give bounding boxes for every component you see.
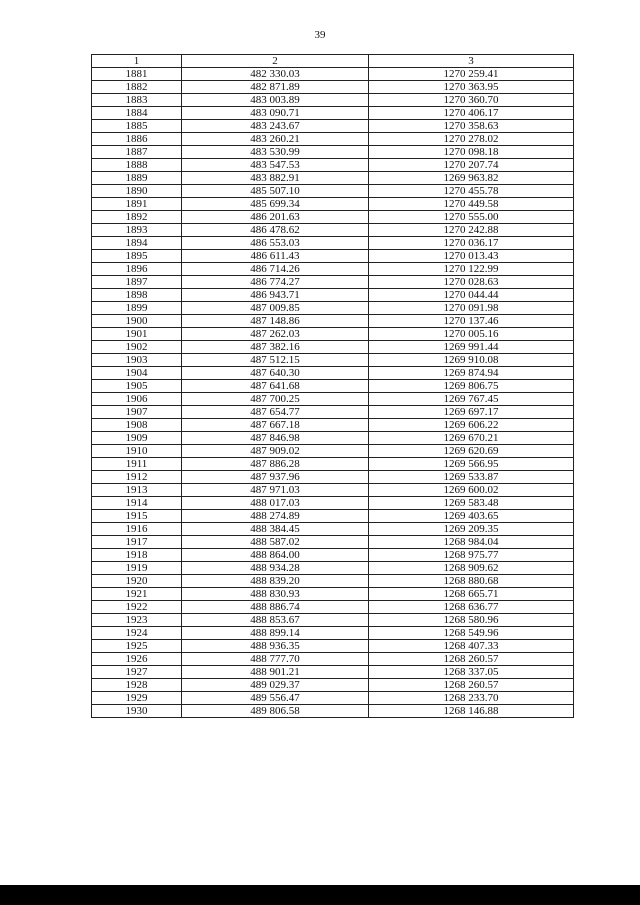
table-cell-col-3: 1270 406.17 <box>369 107 574 120</box>
table-row <box>92 120 574 133</box>
table-cell-col-3: 1270 098.18 <box>369 146 574 159</box>
table-cell-col-2: 486 201.63 <box>182 211 369 224</box>
table-row <box>92 211 574 224</box>
table-cell-col-2: 487 971.03 <box>182 484 369 497</box>
table-row <box>92 237 574 250</box>
table-cell-col-3: 1270 036.17 <box>369 237 574 250</box>
table-cell-col-1: 1923 <box>92 614 182 627</box>
table-cell-col-2: 483 260.21 <box>182 133 369 146</box>
table-row <box>92 367 574 380</box>
table-cell-col-3: 1270 137.46 <box>369 315 574 328</box>
table-cell-col-3: 1268 580.96 <box>369 614 574 627</box>
table-row <box>92 68 574 81</box>
table-row <box>92 419 574 432</box>
table-header-row <box>92 55 574 68</box>
table-cell-col-2: 488 886.74 <box>182 601 369 614</box>
table-row <box>92 666 574 679</box>
table-row <box>92 315 574 328</box>
table-cell-col-1: 1924 <box>92 627 182 640</box>
table-cell-col-3: 1268 880.68 <box>369 575 574 588</box>
table-row <box>92 276 574 289</box>
table-cell-col-3: 1269 583.48 <box>369 497 574 510</box>
page-number: 39 <box>314 29 326 41</box>
table-cell-col-3: 1268 975.77 <box>369 549 574 562</box>
data-table <box>91 54 574 718</box>
table-cell-col-2: 489 556.47 <box>182 692 369 705</box>
table-cell-col-2: 487 382.16 <box>182 341 369 354</box>
table-row <box>92 185 574 198</box>
table-row <box>92 341 574 354</box>
table-cell-col-2: 487 262.03 <box>182 328 369 341</box>
table-cell-col-3: 1270 091.98 <box>369 302 574 315</box>
table-cell-col-2: 487 846.98 <box>182 432 369 445</box>
table-cell-col-2: 485 507.10 <box>182 185 369 198</box>
table-cell-col-1: 1881 <box>92 68 182 81</box>
scan-border-bar <box>0 885 640 905</box>
table-cell-col-3: 1270 005.16 <box>369 328 574 341</box>
table-row <box>92 302 574 315</box>
table-cell-col-1: 1916 <box>92 523 182 536</box>
table-cell-col-3: 1269 767.45 <box>369 393 574 406</box>
table-cell-col-2: 483 243.67 <box>182 120 369 133</box>
table-cell-col-1: 1920 <box>92 575 182 588</box>
table-row <box>92 94 574 107</box>
table-cell-col-1: 1886 <box>92 133 182 146</box>
table-cell-col-3: 1269 806.75 <box>369 380 574 393</box>
table-row <box>92 627 574 640</box>
table-cell-col-2: 487 667.18 <box>182 419 369 432</box>
table-cell-col-2: 487 886.28 <box>182 458 369 471</box>
table-cell-col-3: 1269 963.82 <box>369 172 574 185</box>
table-cell-col-2: 487 641.68 <box>182 380 369 393</box>
table-cell-col-2: 489 029.37 <box>182 679 369 692</box>
table-cell-col-1: 1907 <box>92 406 182 419</box>
table-cell-col-1: 1912 <box>92 471 182 484</box>
table-row <box>92 471 574 484</box>
table-cell-col-2: 486 714.26 <box>182 263 369 276</box>
table-cell-col-1: 1906 <box>92 393 182 406</box>
table-cell-col-2: 483 547.53 <box>182 159 369 172</box>
table-cell-col-1: 1892 <box>92 211 182 224</box>
table-cell-col-3: 1269 697.17 <box>369 406 574 419</box>
table-row <box>92 354 574 367</box>
table-cell-col-2: 487 640.30 <box>182 367 369 380</box>
table-cell-col-2: 486 478.62 <box>182 224 369 237</box>
table-cell-col-2: 485 699.34 <box>182 198 369 211</box>
table-cell-col-3: 1268 233.70 <box>369 692 574 705</box>
table-cell-col-1: 1884 <box>92 107 182 120</box>
table-cell-col-3: 1269 910.08 <box>369 354 574 367</box>
table-cell-col-1: 1883 <box>92 94 182 107</box>
table-cell-col-3: 1269 670.21 <box>369 432 574 445</box>
table-row <box>92 536 574 549</box>
table-cell-col-3: 1270 259.41 <box>369 68 574 81</box>
table-cell-col-3: 1268 636.77 <box>369 601 574 614</box>
table-cell-col-1: 1901 <box>92 328 182 341</box>
table-cell-col-1: 1902 <box>92 341 182 354</box>
table-row <box>92 172 574 185</box>
table-row <box>92 458 574 471</box>
table-cell-col-1: 1897 <box>92 276 182 289</box>
table-row <box>92 198 574 211</box>
table-cell-col-2: 486 611.43 <box>182 250 369 263</box>
table-row <box>92 263 574 276</box>
table-cell-col-1: 1927 <box>92 666 182 679</box>
table-cell-col-1: 1911 <box>92 458 182 471</box>
table-cell-col-1: 1899 <box>92 302 182 315</box>
table-row <box>92 588 574 601</box>
table-cell-col-3: 1270 360.70 <box>369 94 574 107</box>
table-cell-col-1: 1900 <box>92 315 182 328</box>
table-cell-col-1: 1889 <box>92 172 182 185</box>
table-cell-col-2: 487 512.15 <box>182 354 369 367</box>
table-row <box>92 250 574 263</box>
table-cell-col-3: 1269 606.22 <box>369 419 574 432</box>
table-cell-col-1: 1895 <box>92 250 182 263</box>
table-row <box>92 614 574 627</box>
table-cell-col-1: 1898 <box>92 289 182 302</box>
table-cell-col-2: 483 882.91 <box>182 172 369 185</box>
table-cell-col-2: 488 934.28 <box>182 562 369 575</box>
table-cell-col-1: 1915 <box>92 510 182 523</box>
table-cell-col-1: 1909 <box>92 432 182 445</box>
table-cell-col-2: 488 777.70 <box>182 653 369 666</box>
table-row <box>92 601 574 614</box>
table-body <box>92 68 574 718</box>
table-cell-col-2: 483 003.89 <box>182 94 369 107</box>
table-cell-col-3: 1270 242.88 <box>369 224 574 237</box>
table-cell-col-3: 1269 600.02 <box>369 484 574 497</box>
table-row <box>92 510 574 523</box>
table-cell-col-1: 1905 <box>92 380 182 393</box>
table-cell-col-2: 482 330.03 <box>182 68 369 81</box>
table-cell-col-1: 1926 <box>92 653 182 666</box>
table-row <box>92 289 574 302</box>
table-cell-col-3: 1270 207.74 <box>369 159 574 172</box>
table-cell-col-3: 1268 260.57 <box>369 679 574 692</box>
table-row <box>92 445 574 458</box>
table-cell-col-3: 1270 363.95 <box>369 81 574 94</box>
table-cell-col-1: 1928 <box>92 679 182 692</box>
table-row <box>92 146 574 159</box>
table-cell-col-1: 1925 <box>92 640 182 653</box>
table-cell-col-3: 1269 533.87 <box>369 471 574 484</box>
table-cell-col-3: 1270 358.63 <box>369 120 574 133</box>
table-cell-col-3: 1270 122.99 <box>369 263 574 276</box>
table-row <box>92 81 574 94</box>
table-cell-col-2: 488 017.03 <box>182 497 369 510</box>
table-row <box>92 393 574 406</box>
table-row <box>92 328 574 341</box>
table-cell-col-2: 487 909.02 <box>182 445 369 458</box>
table-row <box>92 107 574 120</box>
table-cell-col-2: 487 009.85 <box>182 302 369 315</box>
table-cell-col-3: 1268 337.05 <box>369 666 574 679</box>
table-cell-col-1: 1914 <box>92 497 182 510</box>
table-cell-col-3: 1270 278.02 <box>369 133 574 146</box>
table-cell-col-3: 1268 549.96 <box>369 627 574 640</box>
table-cell-col-2: 487 654.77 <box>182 406 369 419</box>
table-cell-col-2: 488 830.93 <box>182 588 369 601</box>
table-row <box>92 159 574 172</box>
table-row <box>92 406 574 419</box>
table-cell-col-1: 1919 <box>92 562 182 575</box>
table-row <box>92 692 574 705</box>
table-cell-col-1: 1904 <box>92 367 182 380</box>
table-cell-col-3: 1270 013.43 <box>369 250 574 263</box>
table-cell-col-1: 1903 <box>92 354 182 367</box>
table-cell-col-3: 1268 984.04 <box>369 536 574 549</box>
table-cell-col-1: 1913 <box>92 484 182 497</box>
table-row <box>92 133 574 146</box>
table-cell-col-1: 1910 <box>92 445 182 458</box>
table-cell-col-1: 1917 <box>92 536 182 549</box>
table-cell-col-1: 1922 <box>92 601 182 614</box>
table-cell-col-3: 1269 874.94 <box>369 367 574 380</box>
table-cell-col-2: 489 806.58 <box>182 705 369 718</box>
table-row <box>92 549 574 562</box>
column-header-1: 1 <box>92 55 182 68</box>
table-row <box>92 679 574 692</box>
table-row <box>92 575 574 588</box>
table-cell-col-2: 488 899.14 <box>182 627 369 640</box>
table-cell-col-1: 1894 <box>92 237 182 250</box>
table-cell-col-3: 1268 407.33 <box>369 640 574 653</box>
table-cell-col-2: 483 090.71 <box>182 107 369 120</box>
table-row <box>92 640 574 653</box>
table-cell-col-3: 1269 209.35 <box>369 523 574 536</box>
table-row <box>92 224 574 237</box>
table-cell-col-3: 1268 665.71 <box>369 588 574 601</box>
table-cell-col-2: 487 148.86 <box>182 315 369 328</box>
table-cell-col-1: 1918 <box>92 549 182 562</box>
table-cell-col-3: 1270 028.63 <box>369 276 574 289</box>
table-cell-col-3: 1268 909.62 <box>369 562 574 575</box>
table-cell-col-2: 488 864.00 <box>182 549 369 562</box>
table-cell-col-3: 1270 555.00 <box>369 211 574 224</box>
table-cell-col-3: 1270 449.58 <box>369 198 574 211</box>
table-cell-col-1: 1887 <box>92 146 182 159</box>
table-cell-col-3: 1270 044.44 <box>369 289 574 302</box>
table-cell-col-3: 1268 260.57 <box>369 653 574 666</box>
column-header-3: 3 <box>369 55 574 68</box>
table-row <box>92 484 574 497</box>
column-header-2: 2 <box>182 55 369 68</box>
table-row <box>92 653 574 666</box>
table-cell-col-1: 1891 <box>92 198 182 211</box>
table-cell-col-2: 487 937.96 <box>182 471 369 484</box>
table-cell-col-3: 1269 991.44 <box>369 341 574 354</box>
table-cell-col-2: 488 839.20 <box>182 575 369 588</box>
table-cell-col-1: 1882 <box>92 81 182 94</box>
table-cell-col-1: 1929 <box>92 692 182 705</box>
table-cell-col-2: 488 936.35 <box>182 640 369 653</box>
table-row <box>92 705 574 718</box>
table-cell-col-3: 1268 146.88 <box>369 705 574 718</box>
table-cell-col-2: 488 587.02 <box>182 536 369 549</box>
table-cell-col-2: 483 530.99 <box>182 146 369 159</box>
table-cell-col-2: 486 553.03 <box>182 237 369 250</box>
table-cell-col-2: 488 901.21 <box>182 666 369 679</box>
table-cell-col-2: 488 384.45 <box>182 523 369 536</box>
table-cell-col-1: 1896 <box>92 263 182 276</box>
table-cell-col-2: 482 871.89 <box>182 81 369 94</box>
table-cell-col-1: 1908 <box>92 419 182 432</box>
table-cell-col-2: 488 274.89 <box>182 510 369 523</box>
table-row <box>92 432 574 445</box>
table-row <box>92 523 574 536</box>
table-cell-col-3: 1269 620.69 <box>369 445 574 458</box>
table-cell-col-2: 488 853.67 <box>182 614 369 627</box>
table-row <box>92 497 574 510</box>
table-cell-col-1: 1930 <box>92 705 182 718</box>
table-cell-col-2: 486 943.71 <box>182 289 369 302</box>
table-row <box>92 380 574 393</box>
table-cell-col-1: 1885 <box>92 120 182 133</box>
table-cell-col-1: 1921 <box>92 588 182 601</box>
table-cell-col-1: 1888 <box>92 159 182 172</box>
table-cell-col-2: 487 700.25 <box>182 393 369 406</box>
table-cell-col-2: 486 774.27 <box>182 276 369 289</box>
table-cell-col-1: 1890 <box>92 185 182 198</box>
table-cell-col-1: 1893 <box>92 224 182 237</box>
table-row <box>92 562 574 575</box>
table-cell-col-3: 1270 455.78 <box>369 185 574 198</box>
table-cell-col-3: 1269 566.95 <box>369 458 574 471</box>
table-cell-col-3: 1269 403.65 <box>369 510 574 523</box>
